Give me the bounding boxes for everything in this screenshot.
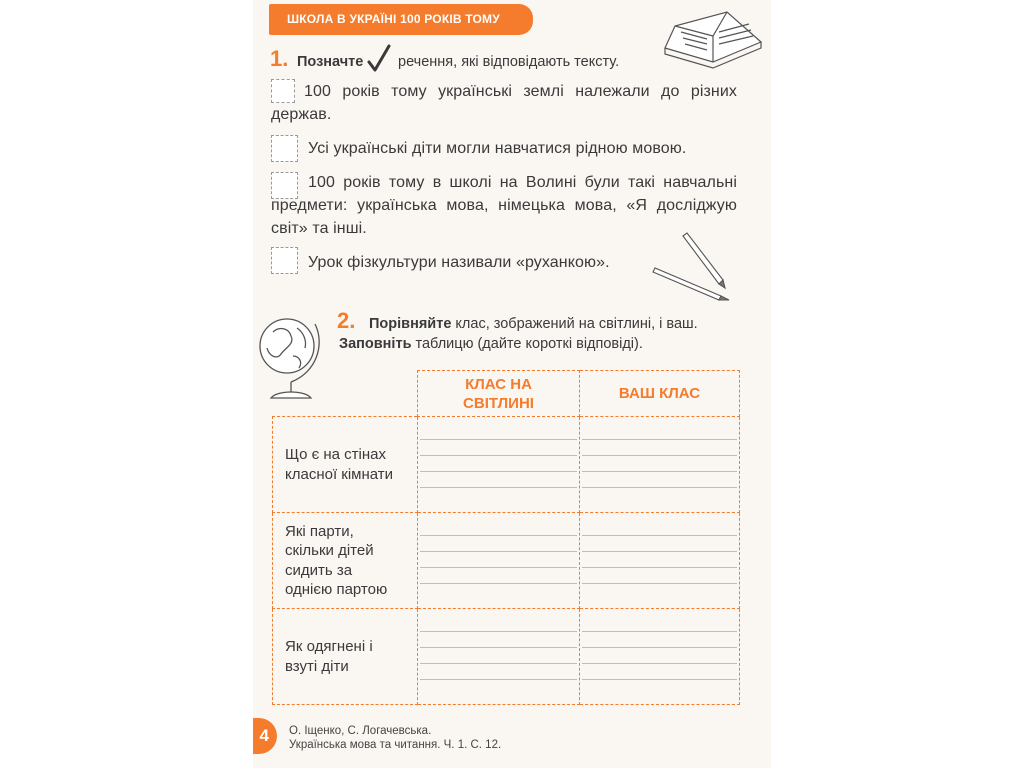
statement-1-text: 100 років тому українські землі належали до різних держав. [271, 83, 737, 123]
answer-clothes-yours[interactable] [580, 609, 740, 705]
task-2-instruction-bold1: Порівняйте [369, 316, 452, 332]
statement-4-text: Урок фізкультури називали «руханкою». [308, 254, 610, 271]
source-citation [289, 724, 501, 752]
statement-2-checkbox[interactable] [271, 135, 298, 162]
task-1-instruction [297, 54, 363, 70]
checkmark-icon [367, 44, 391, 74]
row-label-clothes: Як одягнені і взуті діти [273, 609, 418, 705]
citation-book: Українська мова та читання. Ч. 1. С. 12. [289, 739, 502, 751]
task-1-instruction-bold: Позначте [297, 54, 364, 70]
statement-2-text: Усі українські діти могли навчатися рідною мовою. [308, 140, 687, 157]
workbook-page [253, 0, 771, 768]
statement-3-text: 100 років тому в школі на Волині були такі навчальні предмети: українська мова, німецька мова, «Я досліджую світ» та інші. [271, 174, 737, 237]
page-number: 4 [253, 718, 277, 754]
task-2-instruction-line2 [339, 336, 643, 352]
answer-walls-yours[interactable] [580, 417, 740, 513]
column-header-your-class: ВАШ КЛАС [580, 371, 740, 417]
task-2-instruction-line1 [369, 316, 698, 332]
column-header-photo-class: КЛАС НА СВІТЛИНІ [418, 371, 580, 417]
statement-4-checkbox[interactable] [271, 247, 298, 274]
answer-clothes-photo[interactable] [418, 609, 580, 705]
task-1-instruction-rest: речення, які відповідають тексту. [398, 54, 620, 70]
task-2-instruction-bold2: Заповніть [339, 336, 412, 352]
task-2-instruction-rest2: таблицю (дайте короткі відповіді). [415, 336, 643, 352]
task-1-number: 1. [270, 46, 289, 71]
task-2-instruction-rest1: клас, зображений на світлині, і ваш. [455, 316, 698, 332]
citation-authors: О. Іщенко, С. Логачевська. [289, 725, 432, 737]
row-label-desks: Які парти, скільки дітей сидить за однією партою [273, 513, 418, 609]
task-2-number: 2. [337, 308, 356, 333]
open-book-icon [657, 2, 769, 72]
answer-desks-yours[interactable] [580, 513, 740, 609]
table-corner [273, 371, 418, 417]
answer-walls-photo[interactable] [418, 417, 580, 513]
row-label-walls: Що є на стінах класної кімнати [273, 417, 418, 513]
comparison-table [272, 370, 740, 705]
pencil-icon [645, 230, 735, 308]
answer-desks-photo[interactable] [418, 513, 580, 609]
section-title: ШКОЛА В УКРАЇНІ 100 РОКІВ ТОМУ [269, 4, 533, 35]
